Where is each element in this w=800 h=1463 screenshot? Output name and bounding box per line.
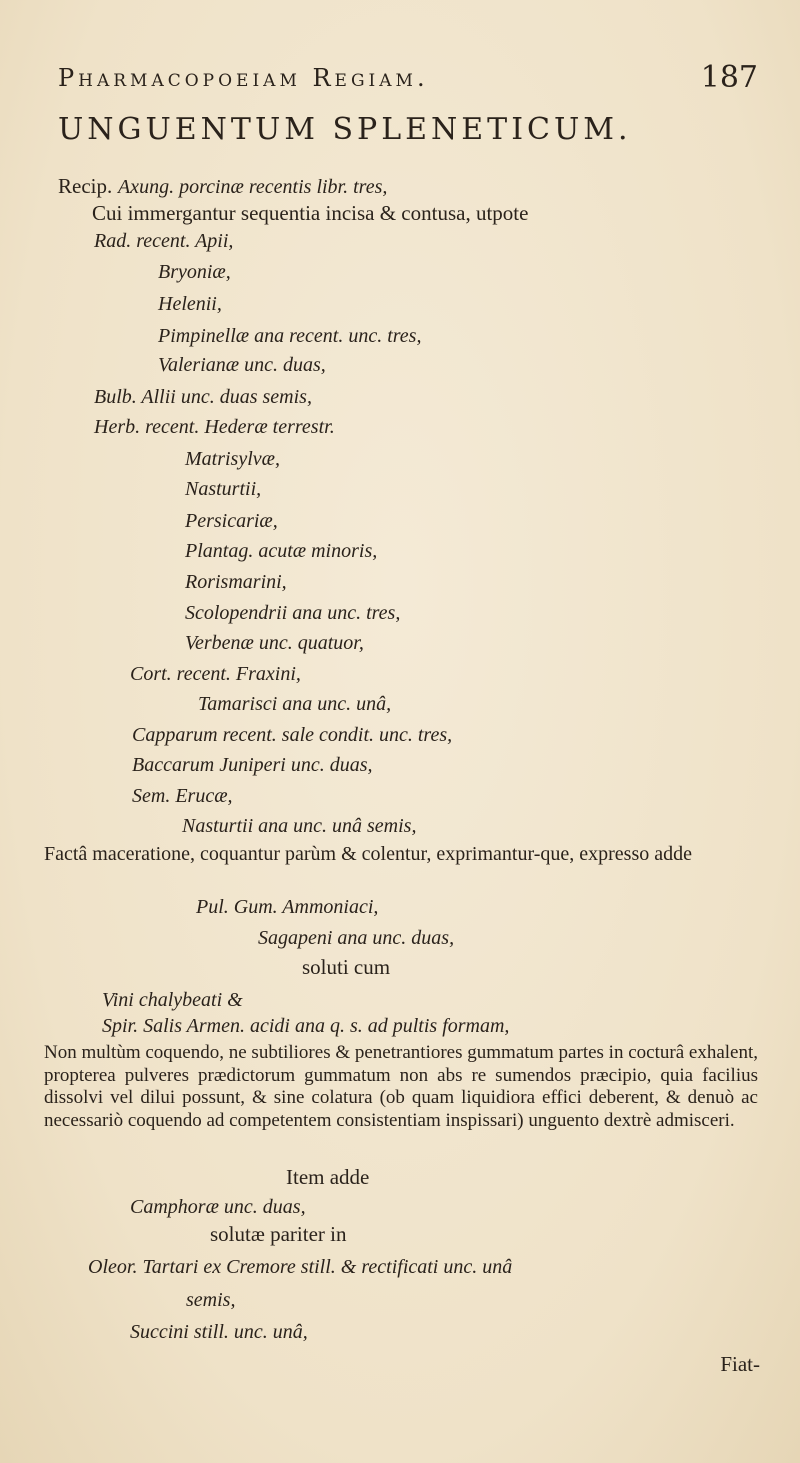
recipe-text: Axung. porcinæ recentis libr. tres, [117, 176, 388, 198]
recipe-line: Pul. Gum. Ammoniaci, [196, 896, 379, 918]
recipe-line: Helenii, [158, 293, 222, 315]
recipe-line: Verbenæ unc. quatuor, [185, 632, 364, 654]
recipe-line: Vini chalybeati & [102, 989, 243, 1011]
recipe-line: Rad. recent. Apii, [94, 230, 234, 252]
page-number: 187 [700, 60, 758, 95]
paragraph-instructions: Non multùm coquendo, ne subtiliores & penetrantiores gummatum partes in cocturâ exhalent, propterea pulveres prædictorum gummatum non abs re sumendos præcipio, quia facilius dissolvi vel dilui possunt, & sine colatura (ob quam liquidiora effici deberent, & denuò ac necessariò coquendo ad competentem consistentiam inspissari) unguento dextrè admisceri. [44, 1042, 758, 1131]
recipe-line: Capparum recent. sale condit. unc. tres, [132, 724, 453, 746]
recipe-line: Oleor. Tartari ex Cremore still. & rectificati unc. unâ [88, 1256, 513, 1278]
recipe-line: Herb. recent. Hederæ terrestr. [94, 416, 335, 438]
recipe-line: Tamarisci ana unc. unâ, [198, 693, 392, 715]
recipe-line: Matrisylvæ, [185, 448, 280, 470]
section-title: UNGUENTUM SPLENETICUM. [58, 112, 632, 147]
recipe-line: Bulb. Allii unc. duas semis, [94, 386, 312, 408]
recipe-line: Plantag. acutæ minoris, [185, 540, 378, 562]
recipe-line: soluti cum [302, 955, 391, 979]
running-title: Pharmacopoeiam Regiam. [58, 64, 429, 92]
catchword: Fiat- [720, 1352, 760, 1376]
recipe-line: Cort. recent. Fraxini, [130, 663, 301, 685]
recipe-line: Nasturtii ana unc. unâ semis, [182, 815, 417, 837]
recipe-line: Nasturtii, [185, 478, 262, 500]
recipe-line: solutæ pariter in [210, 1222, 347, 1246]
recipe-line: Rorismarini, [185, 571, 287, 593]
recipe-line: Sagapeni ana unc. duas, [258, 927, 455, 949]
recipe-line: Cui immergantur sequentia incisa & contusa, utpote [92, 201, 529, 225]
recipe-line: Persicariæ, [185, 510, 278, 532]
paragraph-maceration: Factâ maceratione, coquantur parùm & colentur, exprimantur-que, expresso adde [44, 843, 692, 865]
recipe-lead: Recip. [58, 174, 113, 198]
running-header [58, 58, 758, 102]
recipe-line: Bryoniæ, [158, 261, 231, 283]
recipe-line [58, 176, 387, 197]
recipe-line: Valerianæ unc. duas, [158, 354, 326, 376]
recipe-line: Succini still. unc. unâ, [130, 1321, 308, 1343]
recipe-line: Item adde [286, 1165, 370, 1189]
recipe-line: Spir. Salis Armen. acidi ana q. s. ad pultis formam, [102, 1015, 510, 1037]
recipe-line: Pimpinellæ ana recent. unc. tres, [158, 325, 422, 347]
recipe-line: semis, [186, 1289, 236, 1311]
recipe-line: Camphoræ unc. duas, [130, 1196, 306, 1218]
recipe-line: Baccarum Juniperi unc. duas, [132, 754, 373, 776]
recipe-line: Scolopendrii ana unc. tres, [185, 602, 401, 624]
recipe-line: Sem. Erucæ, [132, 785, 233, 807]
